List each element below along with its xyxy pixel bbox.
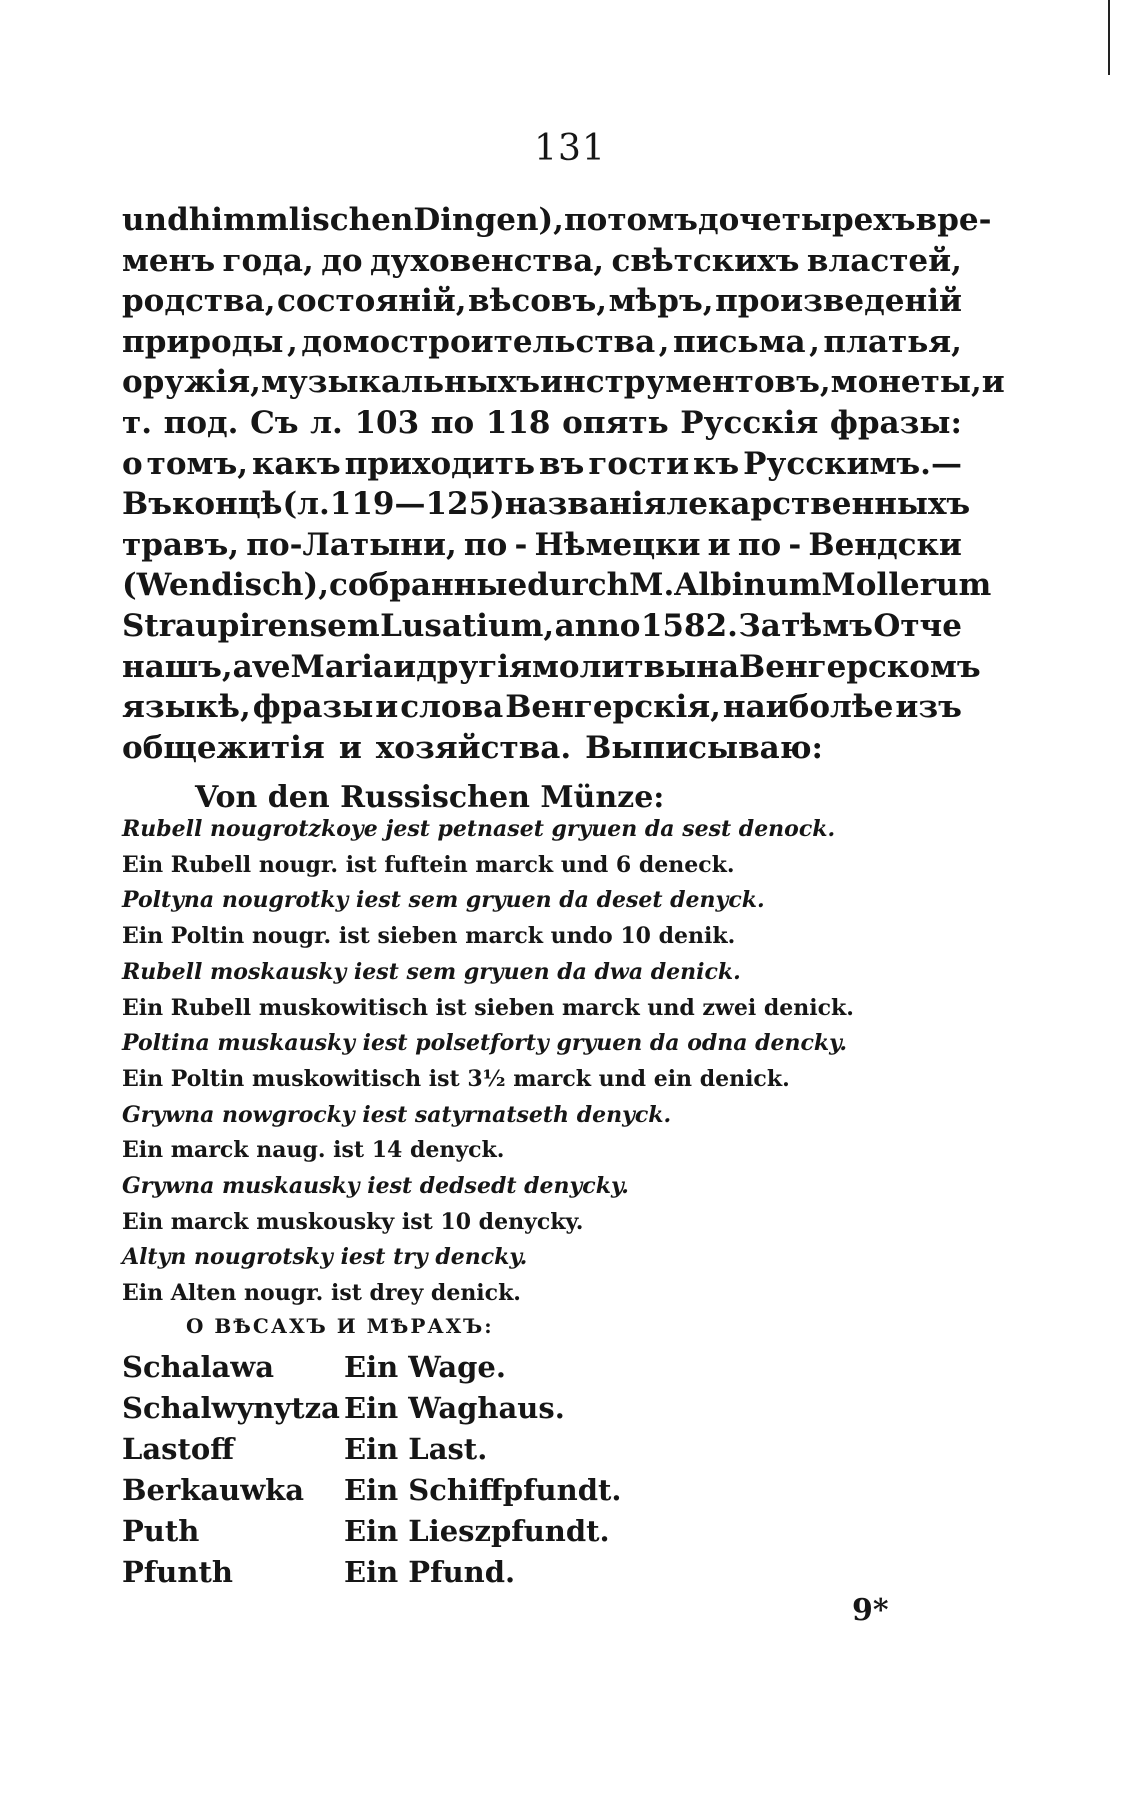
- paragraph-line: [122, 565, 992, 606]
- paragraph-word: и: [393, 648, 417, 685]
- paragraph-word: durch: [527, 567, 630, 604]
- coin-line-russian: Grywna nowgrocky iest satyrnatseth denyck.: [122, 1101, 672, 1128]
- paragraph-word: въ: [539, 445, 585, 482]
- paragraph-word: какъ: [252, 445, 341, 482]
- paragraph-word: Русскія: [680, 404, 819, 441]
- coin-line-german: Ein marck muskousky ist 10 denycky.: [122, 1208, 584, 1235]
- weight-term: Schalawa: [122, 1350, 275, 1384]
- paragraph-word: платья,: [823, 323, 962, 360]
- paragraph-word: духовенства,: [369, 242, 605, 279]
- weight-meaning: Ein Waghaus.: [344, 1391, 565, 1425]
- coin-line-russian: Poltina muskausky iest polsetforty gryuen da odna dencky.: [122, 1030, 848, 1057]
- paragraph-word: оружія,: [122, 364, 261, 401]
- paragraph-word: нашъ,: [122, 648, 233, 685]
- paragraph-word: 118: [485, 404, 551, 441]
- paragraph-word: и: [707, 526, 731, 563]
- weights-table: [122, 1347, 622, 1593]
- paragraph-word: монеты,: [830, 364, 982, 401]
- paragraph-word: ,: [658, 323, 670, 360]
- weight-term: Pfunth: [122, 1555, 233, 1589]
- paragraph-word: (Wendisch): [122, 567, 319, 604]
- paragraph-word: 103: [354, 404, 420, 441]
- paragraph-word: по-Латыни,: [246, 526, 457, 563]
- paragraph-word: по: [737, 526, 782, 563]
- coin-list: [122, 812, 882, 1312]
- paragraph-word: свѣтскихъ: [611, 242, 800, 279]
- weight-term: Berkauwka: [122, 1473, 305, 1507]
- paragraph-word: потомъ: [563, 202, 698, 238]
- paragraph-word: 1582.: [640, 607, 738, 644]
- paragraph-word: Вендски: [808, 526, 962, 563]
- paragraph-line: [122, 687, 962, 728]
- coin-line-russian: Altyn nougrotsky iest try dencky.: [122, 1244, 528, 1271]
- paragraph-word: приходить: [344, 445, 536, 482]
- paragraph-word: ,: [318, 567, 329, 604]
- weight-meaning: Ein Schiffpfundt.: [344, 1473, 622, 1507]
- paragraph-word: концѣ: [171, 486, 283, 523]
- paragraph-word: о: [122, 445, 143, 482]
- coin-line-german: Ein Alten nougr. ist drey denick.: [122, 1280, 521, 1307]
- paragraph-word: по: [463, 526, 508, 563]
- paragraph-word: другія: [416, 648, 532, 685]
- weight-term: Schalwynytza: [122, 1391, 340, 1425]
- paragraph-line: [122, 606, 962, 647]
- weight-term: Lastoff: [122, 1432, 235, 1466]
- paragraph-word: За: [738, 607, 781, 644]
- weights-row: [122, 1552, 622, 1593]
- paragraph-word: изъ: [895, 689, 962, 726]
- paragraph-word: тѣмъ: [781, 607, 873, 644]
- weight-meaning: Ein Pfund.: [344, 1555, 516, 1589]
- weight-meaning: Ein Last.: [344, 1432, 488, 1466]
- paragraph-word: слова: [400, 689, 504, 726]
- paragraph-word: хозяйства.: [375, 729, 572, 766]
- paragraph-word: ,: [286, 323, 298, 360]
- paragraph-word: произведеній: [715, 283, 962, 320]
- paragraph-word: anno: [554, 607, 641, 644]
- paragraph-word: до: [697, 202, 740, 238]
- paragraph-word: Съ: [250, 404, 299, 441]
- paragraph-word: -: [514, 526, 528, 563]
- weight-meaning: Ein Wage.: [344, 1350, 506, 1384]
- paragraph-line: [122, 484, 971, 525]
- paragraph-word: названія: [504, 486, 667, 523]
- page-number: 131: [534, 128, 606, 169]
- paragraph-word: мѣръ,: [608, 283, 714, 320]
- paragraph-word: природы: [122, 323, 284, 360]
- coin-line-german: Ein Poltin muskowitisch ist 3½ marck und ein denick.: [122, 1065, 790, 1092]
- paragraph-word: наиболѣе: [722, 689, 894, 726]
- paragraph-word: Въ: [122, 486, 172, 523]
- paragraph-word: инструментовъ,: [540, 364, 831, 401]
- paragraph-word: фразы: [252, 689, 374, 726]
- paragraph-line: [122, 647, 981, 688]
- paragraph-word: (л.: [282, 486, 330, 523]
- weights-row: [122, 1470, 622, 1511]
- paragraph-word: домостроительства: [301, 323, 656, 360]
- paragraph-word: Dingen),: [413, 202, 564, 238]
- page-edge-line: [1108, 0, 1110, 75]
- weights-row: [122, 1388, 622, 1429]
- paragraph-word: четырехъ: [739, 202, 916, 238]
- paragraph-word: состояній,: [277, 283, 467, 320]
- coin-line-russian: Rubell nougrotzkoye jest petnaset gryuen da sest denock.: [122, 816, 836, 842]
- paragraph-word: музыкальныхъ: [260, 364, 541, 401]
- paragraph-word: молитвы: [531, 648, 697, 685]
- paragraph-word: Нѣмецки: [534, 526, 701, 563]
- paragraph-word: Albinum: [674, 567, 822, 604]
- paragraph-word: гости: [588, 445, 690, 482]
- paragraph-line: [122, 444, 962, 485]
- paragraph-word: года,: [222, 242, 314, 279]
- body-paragraph: [122, 200, 1005, 768]
- paragraph-word: и: [375, 689, 399, 726]
- paragraph-word: властей,: [806, 242, 962, 279]
- paragraph-word: вѣсовъ,: [468, 283, 608, 320]
- paragraph-word: Straupirensem: [122, 607, 380, 644]
- paragraph-word: -: [788, 526, 802, 563]
- paragraph-word: под.: [163, 404, 239, 441]
- paragraph-word: по: [430, 404, 475, 441]
- paragraph-word: языкѣ,: [122, 689, 251, 726]
- weight-meaning: Ein Lieszpfundt.: [344, 1514, 610, 1548]
- paragraph-word: himmlischen: [188, 202, 414, 238]
- weights-row: [122, 1347, 622, 1388]
- signature-mark: 9*: [852, 1593, 889, 1628]
- paragraph-word: Lusatium,: [380, 607, 555, 644]
- paragraph-word: ,: [809, 323, 820, 360]
- paragraph-word: къ: [693, 445, 740, 482]
- paragraph-word: und: [122, 202, 189, 238]
- paragraph-word: Русскимъ.—: [743, 445, 962, 482]
- coin-line-german: Ein marck naug. ist 14 denyck.: [122, 1137, 505, 1164]
- coin-line-german: Ein Rubell muskowitisch ist sieben marck und zwei denick.: [122, 994, 854, 1021]
- coin-line-russian: Grywna muskausky iest dedsedt denycky.: [122, 1173, 629, 1200]
- paragraph-word: и: [981, 364, 1005, 401]
- paragraph-word: родства,: [122, 283, 276, 320]
- paragraph-word: письма: [672, 323, 806, 360]
- paragraph-word: фразы:: [829, 404, 962, 441]
- paragraph-word: Отче: [873, 607, 962, 644]
- paragraph-line: [122, 362, 1005, 403]
- coin-line-german: Ein Poltin nougr. ist sieben marck undo 10 denik.: [122, 923, 736, 950]
- paragraph-line: [122, 322, 962, 363]
- coin-line-russian: Poltyna nougrotky iest sem gryuen da deset denyck.: [122, 887, 765, 914]
- weights-row: [122, 1511, 622, 1552]
- paragraph-word: M.: [629, 567, 675, 604]
- paragraph-word: Венгерскомъ: [739, 648, 981, 685]
- paragraph-word: собранные: [329, 567, 528, 604]
- paragraph-line: [122, 241, 962, 282]
- paragraph-word: опять: [562, 404, 669, 441]
- paragraph-line: [122, 728, 962, 769]
- coin-line-russian: Rubell moskausky iest sem gryuen da dwa denick.: [122, 958, 741, 985]
- paragraph-line: [122, 403, 962, 444]
- paragraph-word: Maria: [290, 648, 394, 685]
- paragraph-word: и: [338, 729, 362, 766]
- paragraph-word: до: [321, 242, 363, 279]
- paragraph-word: общежитія: [122, 729, 325, 766]
- paragraph-word: т.: [122, 404, 153, 441]
- weights-row: [122, 1429, 622, 1470]
- paragraph-word: 119—125): [329, 486, 505, 523]
- paragraph-word: на: [696, 648, 740, 685]
- paragraph-word: менъ: [122, 242, 216, 279]
- paragraph-line: [122, 525, 962, 566]
- paragraph-line: [122, 200, 992, 241]
- paragraph-word: Выписываю:: [585, 729, 823, 766]
- paragraph-word: томъ,: [146, 445, 249, 482]
- section-heading: Von den Russischen Münze:: [195, 780, 665, 815]
- paragraph-word: л.: [310, 404, 343, 441]
- weight-term: Puth: [122, 1514, 200, 1548]
- paragraph-line: [122, 281, 962, 322]
- paragraph-word: Венгерскія,: [505, 689, 721, 726]
- paragraph-word: вре-: [915, 202, 992, 238]
- coin-line-german: Ein Rubell nougr. ist fuftein marck und 6 deneck.: [122, 851, 735, 878]
- paragraph-word: Mollerum: [821, 567, 992, 604]
- paragraph-word: травъ,: [122, 526, 240, 563]
- paragraph-word: лекарственныхъ: [666, 486, 971, 523]
- paragraph-word: ave: [232, 648, 291, 685]
- weights-heading: О ВѢСАХЪ И МѢРАХЪ:: [186, 1314, 494, 1338]
